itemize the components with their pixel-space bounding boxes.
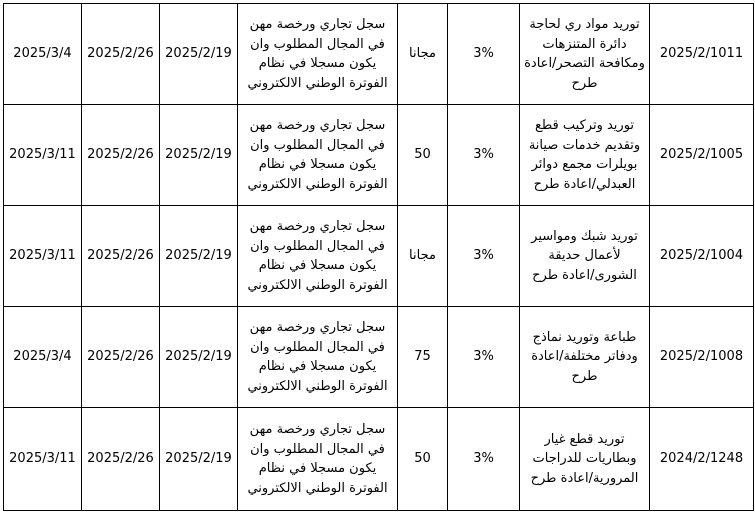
- deadline-date-cell: 2025/2/26: [82, 105, 160, 206]
- sale-date-cell: 2025/2/19: [160, 408, 238, 511]
- closing-date-cell: 2025/3/11: [4, 206, 82, 307]
- description-cell: توريد قطع غيار وبطاريات للدراجات المرورية/اعادة طرح: [520, 408, 650, 511]
- requirements-cell: سجل تجاري ورخصة مهن في المجال المطلوب وان يكون مسجلا في نظام الفوترة الوطني الالكتروني: [238, 408, 398, 511]
- sale-date-cell: 2025/2/19: [160, 105, 238, 206]
- table-row: [4, 307, 754, 408]
- table-row: [4, 206, 754, 307]
- percentage-cell: 3%: [448, 206, 520, 307]
- tenders-table: [3, 3, 754, 511]
- deadline-date-cell: 2025/2/26: [82, 307, 160, 408]
- table-row: [4, 408, 754, 511]
- deadline-date-cell: 2025/2/26: [82, 4, 160, 105]
- requirements-cell: سجل تجاري ورخصة مهن في المجال المطلوب وان يكون مسجلا في نظام الفوترة الوطني الالكتروني: [238, 4, 398, 105]
- percentage-cell: 3%: [448, 408, 520, 511]
- percentage-cell: 3%: [448, 307, 520, 408]
- sale-date-cell: 2025/2/19: [160, 4, 238, 105]
- percentage-cell: 3%: [448, 4, 520, 105]
- description-cell: توريد مواد ري لحاجة دائرة المتنزهات ومكافحة التصحر/اعادة طرح: [520, 4, 650, 105]
- sale-date-cell: 2025/2/19: [160, 206, 238, 307]
- fee-cell: 75: [398, 307, 448, 408]
- description-cell: توريد وتركيب قطع وتقديم خدمات صيانة بويلرات مجمع دوائر العبدلي/اعادة طرح: [520, 105, 650, 206]
- tenders-table-body: [4, 4, 754, 511]
- deadline-date-cell: 2025/2/26: [82, 408, 160, 511]
- tender-number-cell: 2025/2/1004: [650, 206, 754, 307]
- fee-cell: مجانا: [398, 206, 448, 307]
- percentage-cell: 3%: [448, 105, 520, 206]
- table-row: [4, 4, 754, 105]
- description-cell: طباعة وتوريد نماذج ودفاتر مختلفة/اعادة طرح: [520, 307, 650, 408]
- fee-cell: 50: [398, 105, 448, 206]
- requirements-cell: سجل تجاري ورخصة مهن في المجال المطلوب وان يكون مسجلا في نظام الفوترة الوطني الالكتروني: [238, 307, 398, 408]
- description-cell: توريد شبك ومواسير لأعمال حديقة الشورى/اعادة طرح: [520, 206, 650, 307]
- closing-date-cell: 2025/3/4: [4, 4, 82, 105]
- closing-date-cell: 2025/3/11: [4, 105, 82, 206]
- table-row: [4, 105, 754, 206]
- fee-cell: 50: [398, 408, 448, 511]
- deadline-date-cell: 2025/2/26: [82, 206, 160, 307]
- tender-number-cell: 2024/2/1248: [650, 408, 754, 511]
- requirements-cell: سجل تجاري ورخصة مهن في المجال المطلوب وان يكون مسجلا في نظام الفوترة الوطني الالكتروني: [238, 206, 398, 307]
- tender-number-cell: 2025/2/1011: [650, 4, 754, 105]
- requirements-cell: سجل تجاري ورخصة مهن في المجال المطلوب وان يكون مسجلا في نظام الفوترة الوطني الالكتروني: [238, 105, 398, 206]
- tender-number-cell: 2025/2/1005: [650, 105, 754, 206]
- closing-date-cell: 2025/3/11: [4, 408, 82, 511]
- closing-date-cell: 2025/3/4: [4, 307, 82, 408]
- fee-cell: مجانا: [398, 4, 448, 105]
- tender-number-cell: 2025/2/1008: [650, 307, 754, 408]
- sale-date-cell: 2025/2/19: [160, 307, 238, 408]
